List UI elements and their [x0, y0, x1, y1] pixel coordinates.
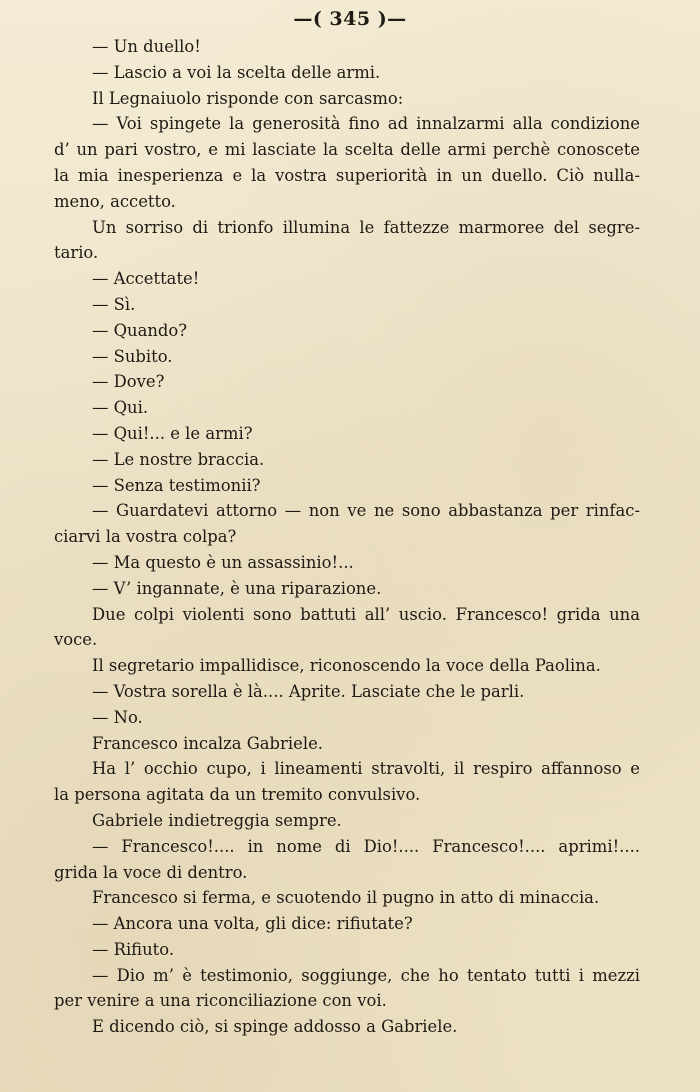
text-line: — Un duello!	[92, 37, 201, 56]
text-line: ciarvi la vostra colpa?	[54, 527, 237, 547]
text-line: — V’ ingannate, è una riparazione.	[92, 578, 382, 598]
text-line: — Qui.	[92, 398, 149, 418]
text-line: d’ un pari vostro, e mi lasciate la scelta delle armi perchè conoscete	[54, 140, 640, 160]
text-line: tario.	[54, 243, 99, 263]
text-line: — Francesco!.... in nome di Dio!.... Francesco!.... aprimi!....	[92, 836, 640, 856]
text-line: — Vostra sorella è là.... Aprite. Lasciate che le parli.	[92, 681, 525, 701]
text-line: — Voi spingete la generosità fino ad innalzarmi alla condizione	[92, 114, 640, 134]
page-text	[54, 34, 640, 1040]
text-line: la persona agitata da un tremito convulsivo.	[54, 785, 421, 805]
text-line: — Rifiuto.	[92, 939, 175, 959]
text-line: — No.	[92, 707, 143, 727]
text-line: E dicendo ciò, si spinge addosso a Gabriele.	[92, 1017, 458, 1037]
text-line: Due colpi violenti sono battuti all’ uscio. Francesco! grida una	[92, 604, 640, 624]
text-line: — Ma questo è un assassinio!...	[92, 552, 354, 572]
text-line: — Qui!... e le armi?	[92, 423, 253, 443]
text-line: Gabriele indietreggia sempre.	[92, 810, 342, 830]
text-line: — Dove?	[92, 372, 165, 392]
text-line: grida la voce di dentro.	[54, 862, 248, 882]
text-line: — Ancora una volta, gli dice: rifiutate?	[92, 914, 413, 934]
text-line: meno, accetto.	[54, 191, 176, 211]
text-line: — Accettate!	[92, 269, 200, 289]
text-line: Il Legnaiuolo risponde con sarcasmo:	[92, 88, 404, 108]
text-line: voce.	[54, 630, 98, 650]
page-number: —( 345 )—	[293, 8, 407, 30]
text-line: per venire a una riconciliazione con voi.	[54, 991, 387, 1011]
text-line: — Le nostre braccia.	[92, 449, 265, 469]
text-line: la mia inesperienza e la vostra superiorità in un duello. Ciò nulla-	[54, 165, 640, 185]
text-line: — Quando?	[92, 320, 188, 340]
text-line: Il segretario impallidisce, riconoscendo la voce della Paolina.	[92, 656, 601, 676]
text-line: Francesco si ferma, e scuotendo il pugno in atto di minaccia.	[92, 888, 600, 908]
text-line: — Senza testimonii?	[92, 475, 261, 495]
text-line: — Lascio a voi la scelta delle armi.	[92, 62, 381, 82]
text-line: — Sì.	[92, 294, 136, 314]
text-line: Un sorriso di trionfo illumina le fattezze marmoree del segre-	[92, 217, 640, 237]
text-line: Ha l’ occhio cupo, i lineamenti stravolti, il respiro affannoso e	[92, 759, 640, 779]
text-line: — Guardatevi attorno — non ve ne sono abbastanza per rinfac-	[92, 501, 640, 521]
text-line: — Subito.	[92, 346, 173, 366]
text-line: Francesco incalza Gabriele.	[92, 733, 323, 753]
text-line: — Dio m’ è testimonio, soggiunge, che ho tentato tutti i mezzi	[92, 965, 640, 985]
